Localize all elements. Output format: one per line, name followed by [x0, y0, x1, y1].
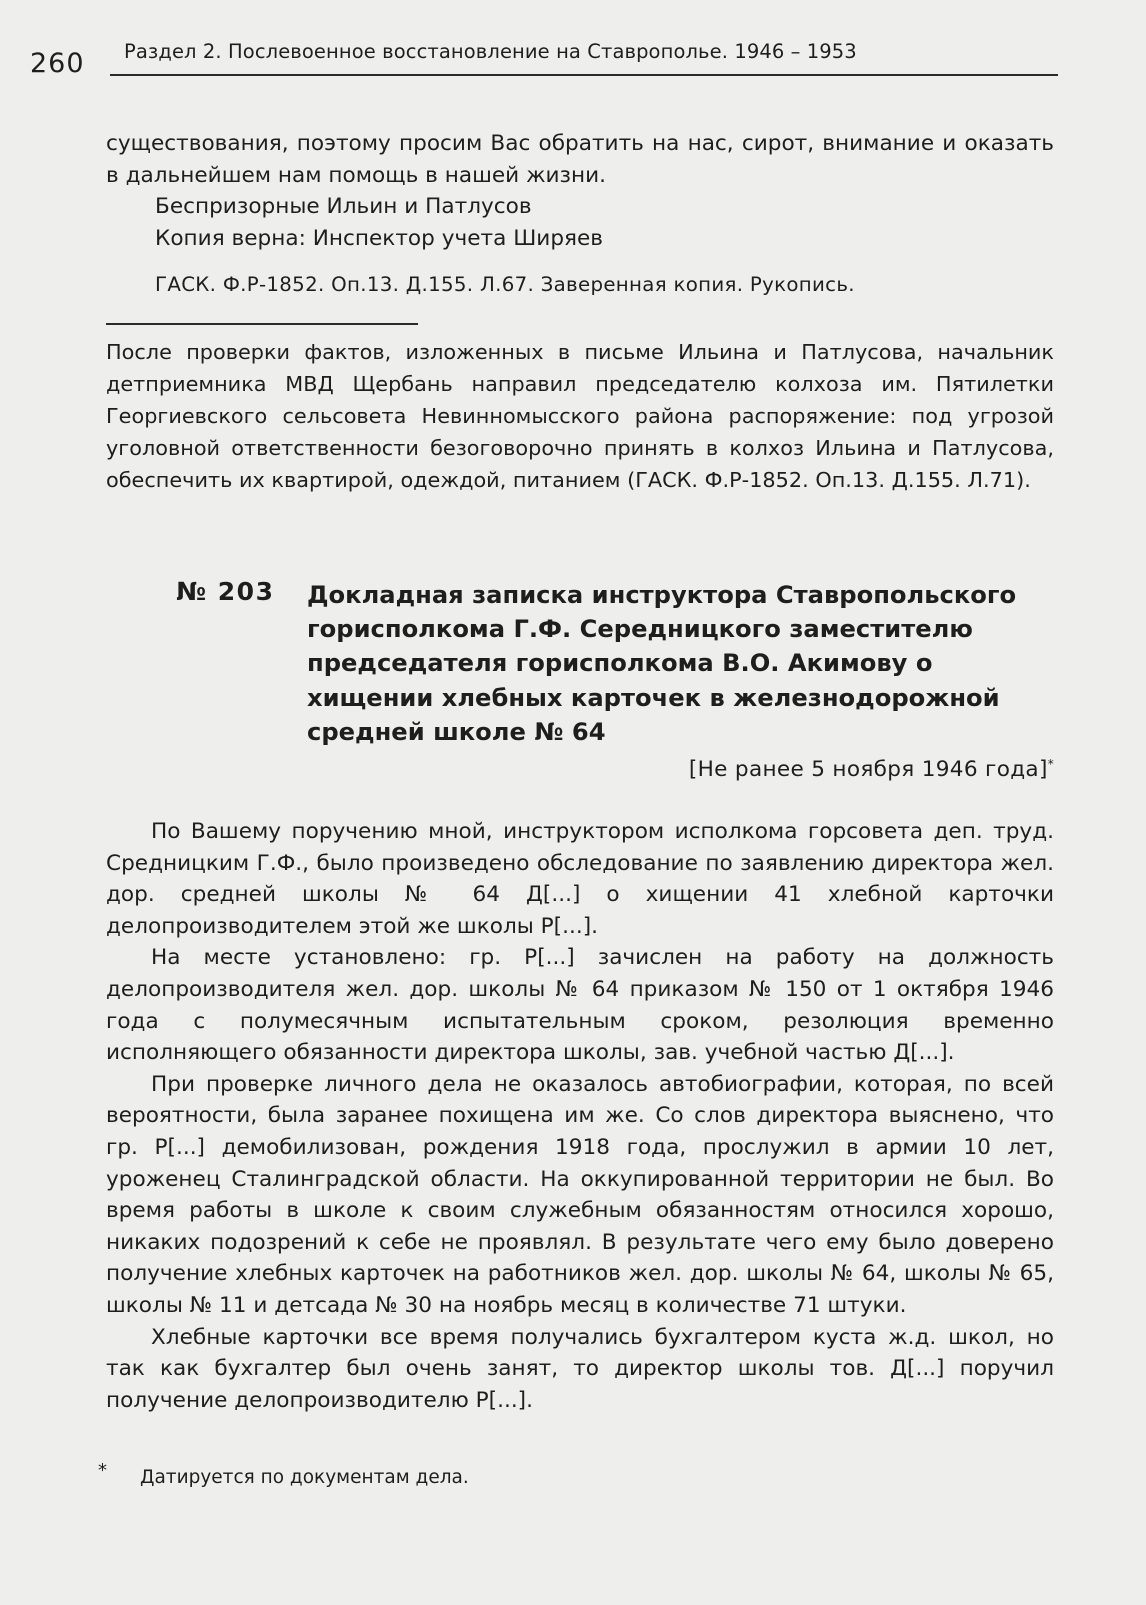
- letter-signature: Беспризорные Ильин и Патлусов: [155, 194, 532, 219]
- page-number: 260: [30, 48, 85, 79]
- document-date-text: [Не ранее 5 ноября 1946 года]: [688, 757, 1048, 783]
- section-divider: [106, 323, 418, 325]
- footnote-text: Датируется по документам дела.: [140, 1467, 469, 1488]
- document-body: [106, 816, 1054, 1416]
- date-footnote-mark: *: [1047, 757, 1054, 771]
- letter-ending-text: существования, поэтому просим Вас обратить на нас, сирот, внимание и оказать в дальнейшем нам помощь в нашей жизни.: [106, 131, 1054, 188]
- document-title: Докладная записка инструктора Ставропольского горисполкома Г.Ф. Середницкого заместителю председателя горисполкома В.О. Акимову о хищении хлебных карточек в железнодорожной средней школе № 64: [307, 581, 1017, 746]
- document-paragraph: При проверке личного дела не оказалось автобиографии, которая, по всей вероятности, была заранее похищена им же. Со слов директора выяснено, что гр. Р[...] демобилизован, рождения 1918 года, прослужил в армии 10 лет, уроженец Сталинградской области. На оккупированной территории не был. Во время работы в школе к своим служебным обязанностям относился хорошо, никаких подозрений к себе не проявлял. В результате чего ему было доверено получение хлебных карточек на работников жел. дор. школы № 64, школы № 65, школы № 11 и детсада № 30 на ноябрь месяц в количестве 71 штуки.: [106, 1071, 1054, 1318]
- editor-note-text: После проверки фактов, изложенных в письме Ильина и Патлусова, начальник детприемника МВД Щербань направил председателю колхоза им. Пятилетки Георгиевского сельсовета Невинномысского района распоряжение: под угрозой уголовной ответственности безоговорочно принять в колхоз Ильина и Патлусова, обеспечить их квартирой, одеждой, питанием (ГАСК. Ф.Р-1852. Оп.13. Д.155. Л.71).: [106, 340, 1054, 492]
- copy-certification: Копия верна: Инспектор учета Ширяев: [155, 226, 604, 251]
- footnote-mark: *: [98, 1460, 107, 1481]
- document-number: № 203: [176, 577, 275, 606]
- document-paragraph: По Вашему поручению мной, инструктором исполкома горсовета деп. труд. Средницким Г.Ф., было произведено обследование по заявлению директора жел. дор. средней школы № 64 Д[...] о хищении 41 хлебной карточки делопроизводителем этой же школы Р[...].: [106, 819, 1054, 939]
- archive-reference: ГАСК. Ф.Р-1852. Оп.13. Д.155. Л.67. Заверенная копия. Рукопись.: [155, 273, 855, 296]
- letter-ending: [106, 128, 1054, 191]
- document-paragraph: На месте установлено: гр. Р[...] зачислен на работу на должность делопроизводителя жел. дор. школы № 64 приказом № 150 от 1 октября 1946 года с полумесячным испытательным сроком, резолюция временно исполняющего обязанности директора школы, зав. учебной частью Д[...].: [106, 945, 1054, 1066]
- header-rule: [110, 74, 1058, 76]
- document-date: [689, 757, 1054, 782]
- running-title: Раздел 2. Послевоенное восстановление на Ставрополье. 1946 – 1953: [124, 40, 857, 63]
- editor-note: [106, 336, 1054, 496]
- document-paragraph: Хлебные карточки все время получались бухгалтером куста ж.д. школ, но так как бухгалтер был очень занят, то директор школы тов. Д[...] поручил получение делопроизводителю Р[...].: [106, 1324, 1054, 1413]
